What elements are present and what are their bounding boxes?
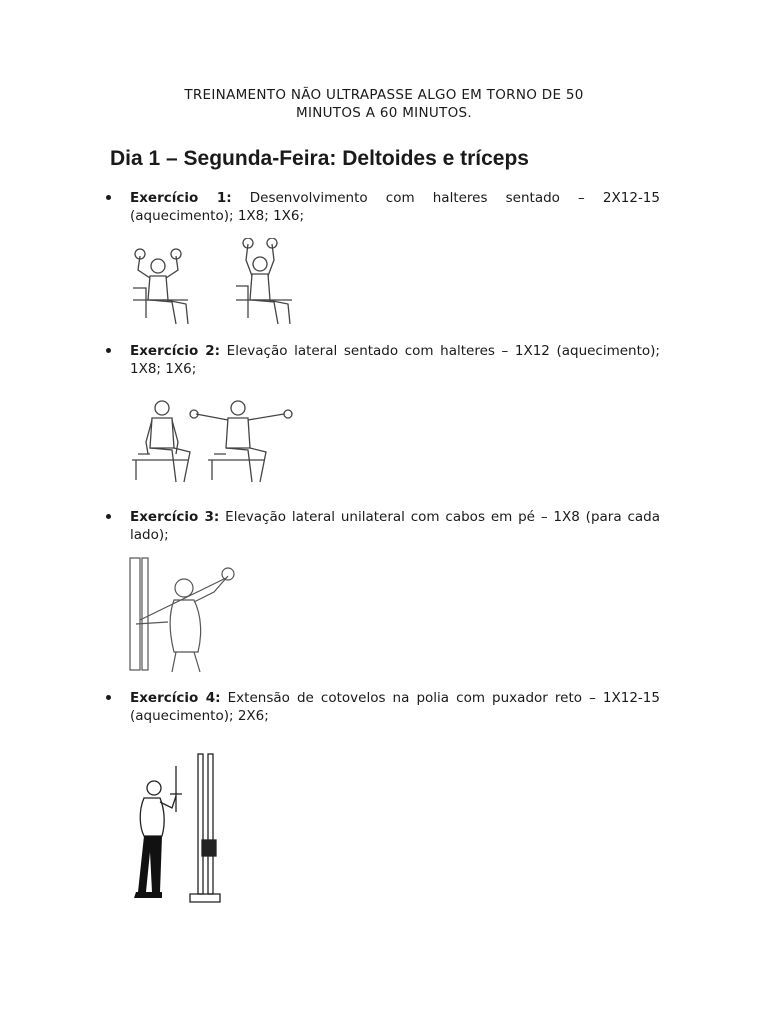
exercise-1-text bbox=[130, 189, 660, 225]
cable-lateral-raise-icon bbox=[128, 556, 240, 674]
seated-dumbbell-press-icon bbox=[128, 238, 303, 328]
exercise-1 bbox=[106, 189, 660, 225]
exercise-2-text bbox=[130, 342, 660, 378]
header-line-2: MINUTOS A 60 MINUTOS. bbox=[296, 105, 472, 121]
header-note bbox=[120, 86, 648, 122]
bullet-icon bbox=[106, 514, 111, 519]
triceps-pushdown-icon bbox=[132, 752, 228, 904]
exercise-4-description: Extensão de cotovelos na polia com puxador reto – 1X12-15 (aquecimento); 2X6; bbox=[130, 690, 660, 724]
exercise-4-illustration bbox=[132, 752, 228, 904]
exercise-2-label: Exercício 2: bbox=[130, 343, 221, 359]
bullet-icon bbox=[106, 348, 111, 353]
exercise-2 bbox=[106, 342, 660, 378]
exercise-3-text bbox=[130, 508, 660, 544]
exercise-3 bbox=[106, 508, 660, 544]
page-title: Dia 1 – Segunda-Feira: Deltoides e tríceps bbox=[110, 147, 529, 170]
exercise-1-illustration bbox=[128, 238, 303, 328]
exercise-4-text bbox=[130, 689, 660, 725]
exercise-3-description: Elevação lateral unilateral com cabos em pé – 1X8 (para cada lado); bbox=[130, 509, 660, 543]
exercise-4 bbox=[106, 689, 660, 725]
exercise-1-description: Desenvolvimento com halteres sentado – 2X12-15 (aquecimento); 1X8; 1X6; bbox=[130, 190, 660, 224]
exercise-3-label: Exercício 3: bbox=[130, 509, 220, 525]
exercise-2-description: Elevação lateral sentado com halteres – 1X12 (aquecimento); 1X8; 1X6; bbox=[130, 343, 660, 377]
exercise-1-label: Exercício 1: bbox=[130, 190, 232, 206]
exercise-3-illustration bbox=[128, 556, 240, 674]
bullet-icon bbox=[106, 195, 111, 200]
header-line-1: TREINAMENTO NÃO ULTRAPASSE ALGO EM TORNO DE 50 bbox=[184, 87, 584, 103]
seated-lateral-raise-icon bbox=[128, 394, 303, 486]
exercise-2-illustration bbox=[128, 394, 303, 486]
bullet-icon bbox=[106, 695, 111, 700]
exercise-4-label: Exercício 4: bbox=[130, 690, 221, 706]
